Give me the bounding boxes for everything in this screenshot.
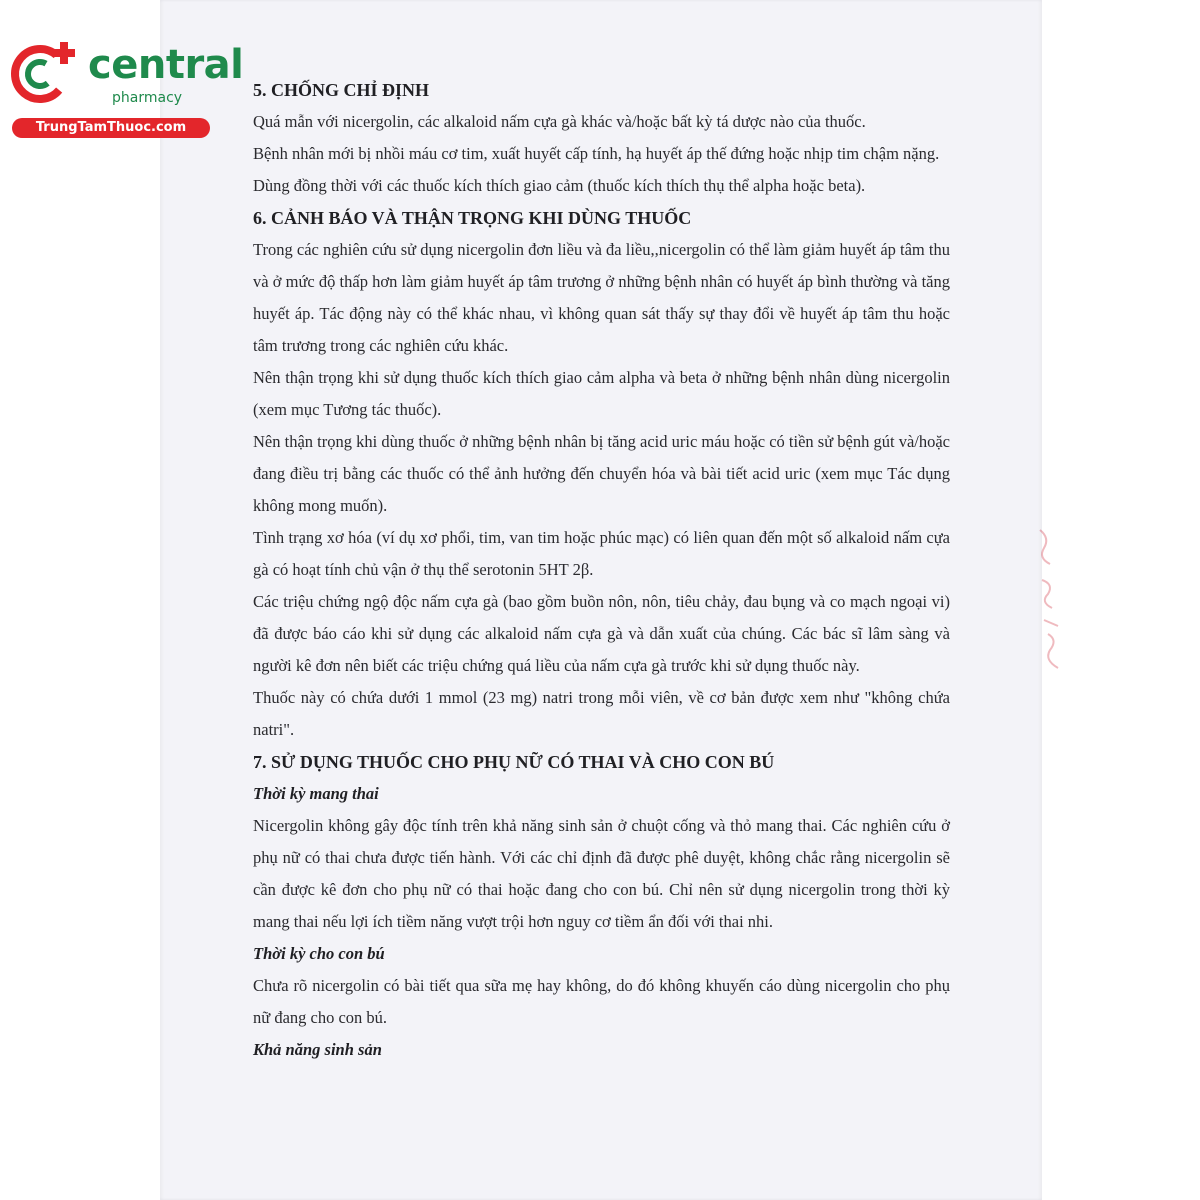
central-pharmacy-logo-icon — [10, 40, 80, 106]
section-5-paragraph: Quá mẫn với nicergolin, các alkaloid nấm cựa gà khác và/hoặc bất kỳ tá dược nào của thuốc. — [253, 112, 866, 131]
section-5-paragraph: Dùng đồng thời với các thuốc kích thích giao cảm (thuốc kích thích thụ thể alpha hoặc beta). — [253, 176, 866, 195]
pregnancy-paragraph: Nicergolin không gây độc tính trên khả năng sinh sản ở chuột cống và thỏ mang thai. Các nghiên cứu ở phụ nữ có thai chưa được tiến hành. Với các chỉ định đã được phê duyệt, không chắc rằng nicergolin sẽ cần được kê đơn cho phụ nữ có thai hoặc đang cho con bú. Chỉ nên sử dụng nicergolin trong thời kỳ mang thai nếu lợi ích tiềm năng vượt trội hơn nguy cơ tiềm ẩn đối với thai nhi. — [253, 816, 950, 931]
logo-website[interactable]: TrungTamThuoc.com — [12, 118, 210, 138]
section-6-paragraph: Nên thận trọng khi dùng thuốc ở những bệnh nhân bị tăng acid uric máu hoặc có tiền sử bệnh gút và/hoặc đang điều trị bằng các thuốc có thể ảnh hưởng đến chuyển hóa và bài tiết acid uric (xem mục Tác dụng không mong muốn). — [253, 432, 950, 515]
section-5-title: 5. CHỐNG CHỈ ĐỊNH — [253, 80, 430, 100]
pregnancy-subtitle: Thời kỳ mang thai — [253, 784, 379, 803]
section-6-title: 6. CẢNH BÁO VÀ THẬN TRỌNG KHI DÙNG THUỐC — [253, 208, 692, 228]
logo-brand-name: central — [88, 42, 244, 88]
section-5-paragraph: Bệnh nhân mới bị nhồi máu cơ tim, xuất huyết cấp tính, hạ huyết áp thế đứng hoặc nhịp tim chậm nặng. — [253, 144, 940, 163]
lactation-paragraph: Chưa rõ nicergolin có bài tiết qua sữa mẹ hay không, do đó không khuyến cáo dùng nicergolin cho phụ nữ đang cho con bú. — [253, 976, 950, 1027]
section-6-paragraph: Trong các nghiên cứu sử dụng nicergolin đơn liều và đa liều,,nicergolin có thể làm giảm huyết áp tâm thu và ở mức độ thấp hơn làm giảm huyết áp tâm trương ở những bệnh nhân có huyết áp bình thường và tăng huyết áp. Tác động này có thể khác nhau, vì không quan sát thấy sự thay đổi về huyết áp tâm thu hoặc tâm trương trong các nghiên cứu khác. — [253, 240, 950, 355]
lactation-subtitle: Thời kỳ cho con bú — [253, 944, 385, 963]
leaflet-content — [253, 74, 950, 1066]
section-6-paragraph: Tình trạng xơ hóa (ví dụ xơ phổi, tim, van tim hoặc phúc mạc) có liên quan đến một số alkaloid nấm cựa gà có hoạt tính chủ vận ở thụ thể serotonin 5HT 2β. — [253, 528, 950, 579]
section-6-paragraph: Nên thận trọng khi sử dụng thuốc kích thích giao cảm alpha và beta ở những bệnh nhân dùng nicergolin (xem mục Tương tác thuốc). — [253, 368, 950, 419]
section-6-paragraph: Các triệu chứng ngộ độc nấm cựa gà (bao gồm buồn nôn, nôn, tiêu chảy, đau bụng và co mạch ngoại vi) đã được báo cáo khi sử dụng các alkaloid nấm cựa gà và dẫn xuất của chúng. Các bác sĩ lâm sàng và người kê đơn nên biết các triệu chứng quá liều của nấm cựa gà trước khi sử dụng thuốc này. — [253, 592, 950, 675]
section-6-paragraph: Thuốc này có chứa dưới 1 mmol (23 mg) natri trong mỗi viên, về cơ bản được xem như "không chứa natri". — [253, 688, 950, 739]
logo-brand-sub: pharmacy — [112, 90, 183, 106]
central-pharmacy-logo[interactable] — [10, 40, 244, 140]
section-7-title: 7. SỬ DỤNG THUỐC CHO PHỤ NỮ CÓ THAI VÀ CHO CON BÚ — [253, 752, 775, 772]
fertility-subtitle: Khả năng sinh sản — [253, 1040, 382, 1059]
handwritten-stamp — [1032, 520, 1068, 680]
